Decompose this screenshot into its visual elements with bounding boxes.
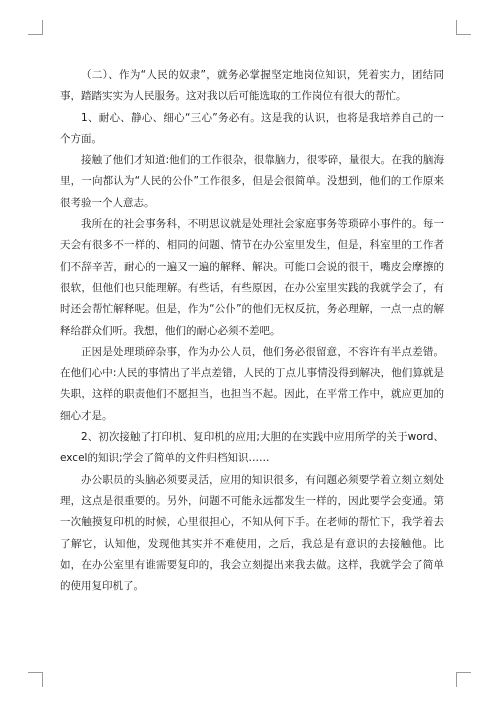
crop-mark-bottom-left	[28, 672, 43, 687]
paragraph: 办公职员的头脑必须要灵活，应用的知识很多，有问题必须要学着立刻立刻处理，这点是很重要的。另外，问题不可能永远都发生一样的，因此要学会变通。第一次触摸复印机的时候，心里很担心，不知从何下手。在老师的帮忙下，我学着去了解它，认知他，发现他其实并不难使用，之后，我总是有意识的去接触他。比如，在办公室里有谁需要复印的，我会立刻提出来我去做。这样，我就学会了简单的使用复印机了。	[60, 473, 444, 593]
crop-mark-bottom-right	[456, 672, 471, 687]
document-body	[60, 65, 444, 597]
crop-mark-top-left	[28, 20, 43, 35]
paragraph: 接触了他们才知道:他们的工作很杂，很靠脑力，很零碎，量很大。在我的脑海里，一向都认为“人民的公仆”工作很多，但是会很简单。没想到，他们的工作原来很考验一个人意志。	[60, 154, 444, 209]
paragraph: （二）、作为“人民的奴隶”，就务必掌握坚定地岗位知识，凭着实力，团结同事，踏踏实实为人民服务。这对我以后可能选取的工作岗位有很大的帮忙。	[60, 69, 444, 103]
paragraph: 正因是处理琐碎杂事，作为办公人员，他们务必很留意，不容许有半点差错。在他们心中:人民的事情出了半点差错，人民的丁点儿事情没得到解决，他们算就是失职，这样的职责他们不愿担当，也担当不起。因此，在平常工作中，就应更加的细心才是。	[60, 345, 444, 422]
paragraph: 2、初次接触了打印机、复印机的应用;大胆的在实践中应用所学的关于word、excel的知识;学会了简单的文件归档知识……	[60, 431, 444, 465]
paragraph: 我所在的社会事务科，不明思议就是处理社会家庭事务等琐碎小事件的。每一天会有很多不一样的、相同的问题、情节在办公室里发生，但是，科室里的工作者们不辞辛苦，耐心的一遍又一遍的解释、解决。可能口会说的很干，嘴皮会摩擦的很软，但他们也只能理解。有些话，有些原因，在办公室里实践的我就学会了，有时还会帮忙解释呢。但是，作为“公仆”的他们无权反抗，务必理解，一点一点的解释给群众们听。我想，他们的耐心必须不差吧。	[60, 218, 444, 337]
paragraph: 1、耐心、静心、细心“三心”务必有。这是我的认识，也将是我培养自己的一个方面。	[60, 111, 444, 145]
crop-mark-top-right	[456, 20, 471, 35]
